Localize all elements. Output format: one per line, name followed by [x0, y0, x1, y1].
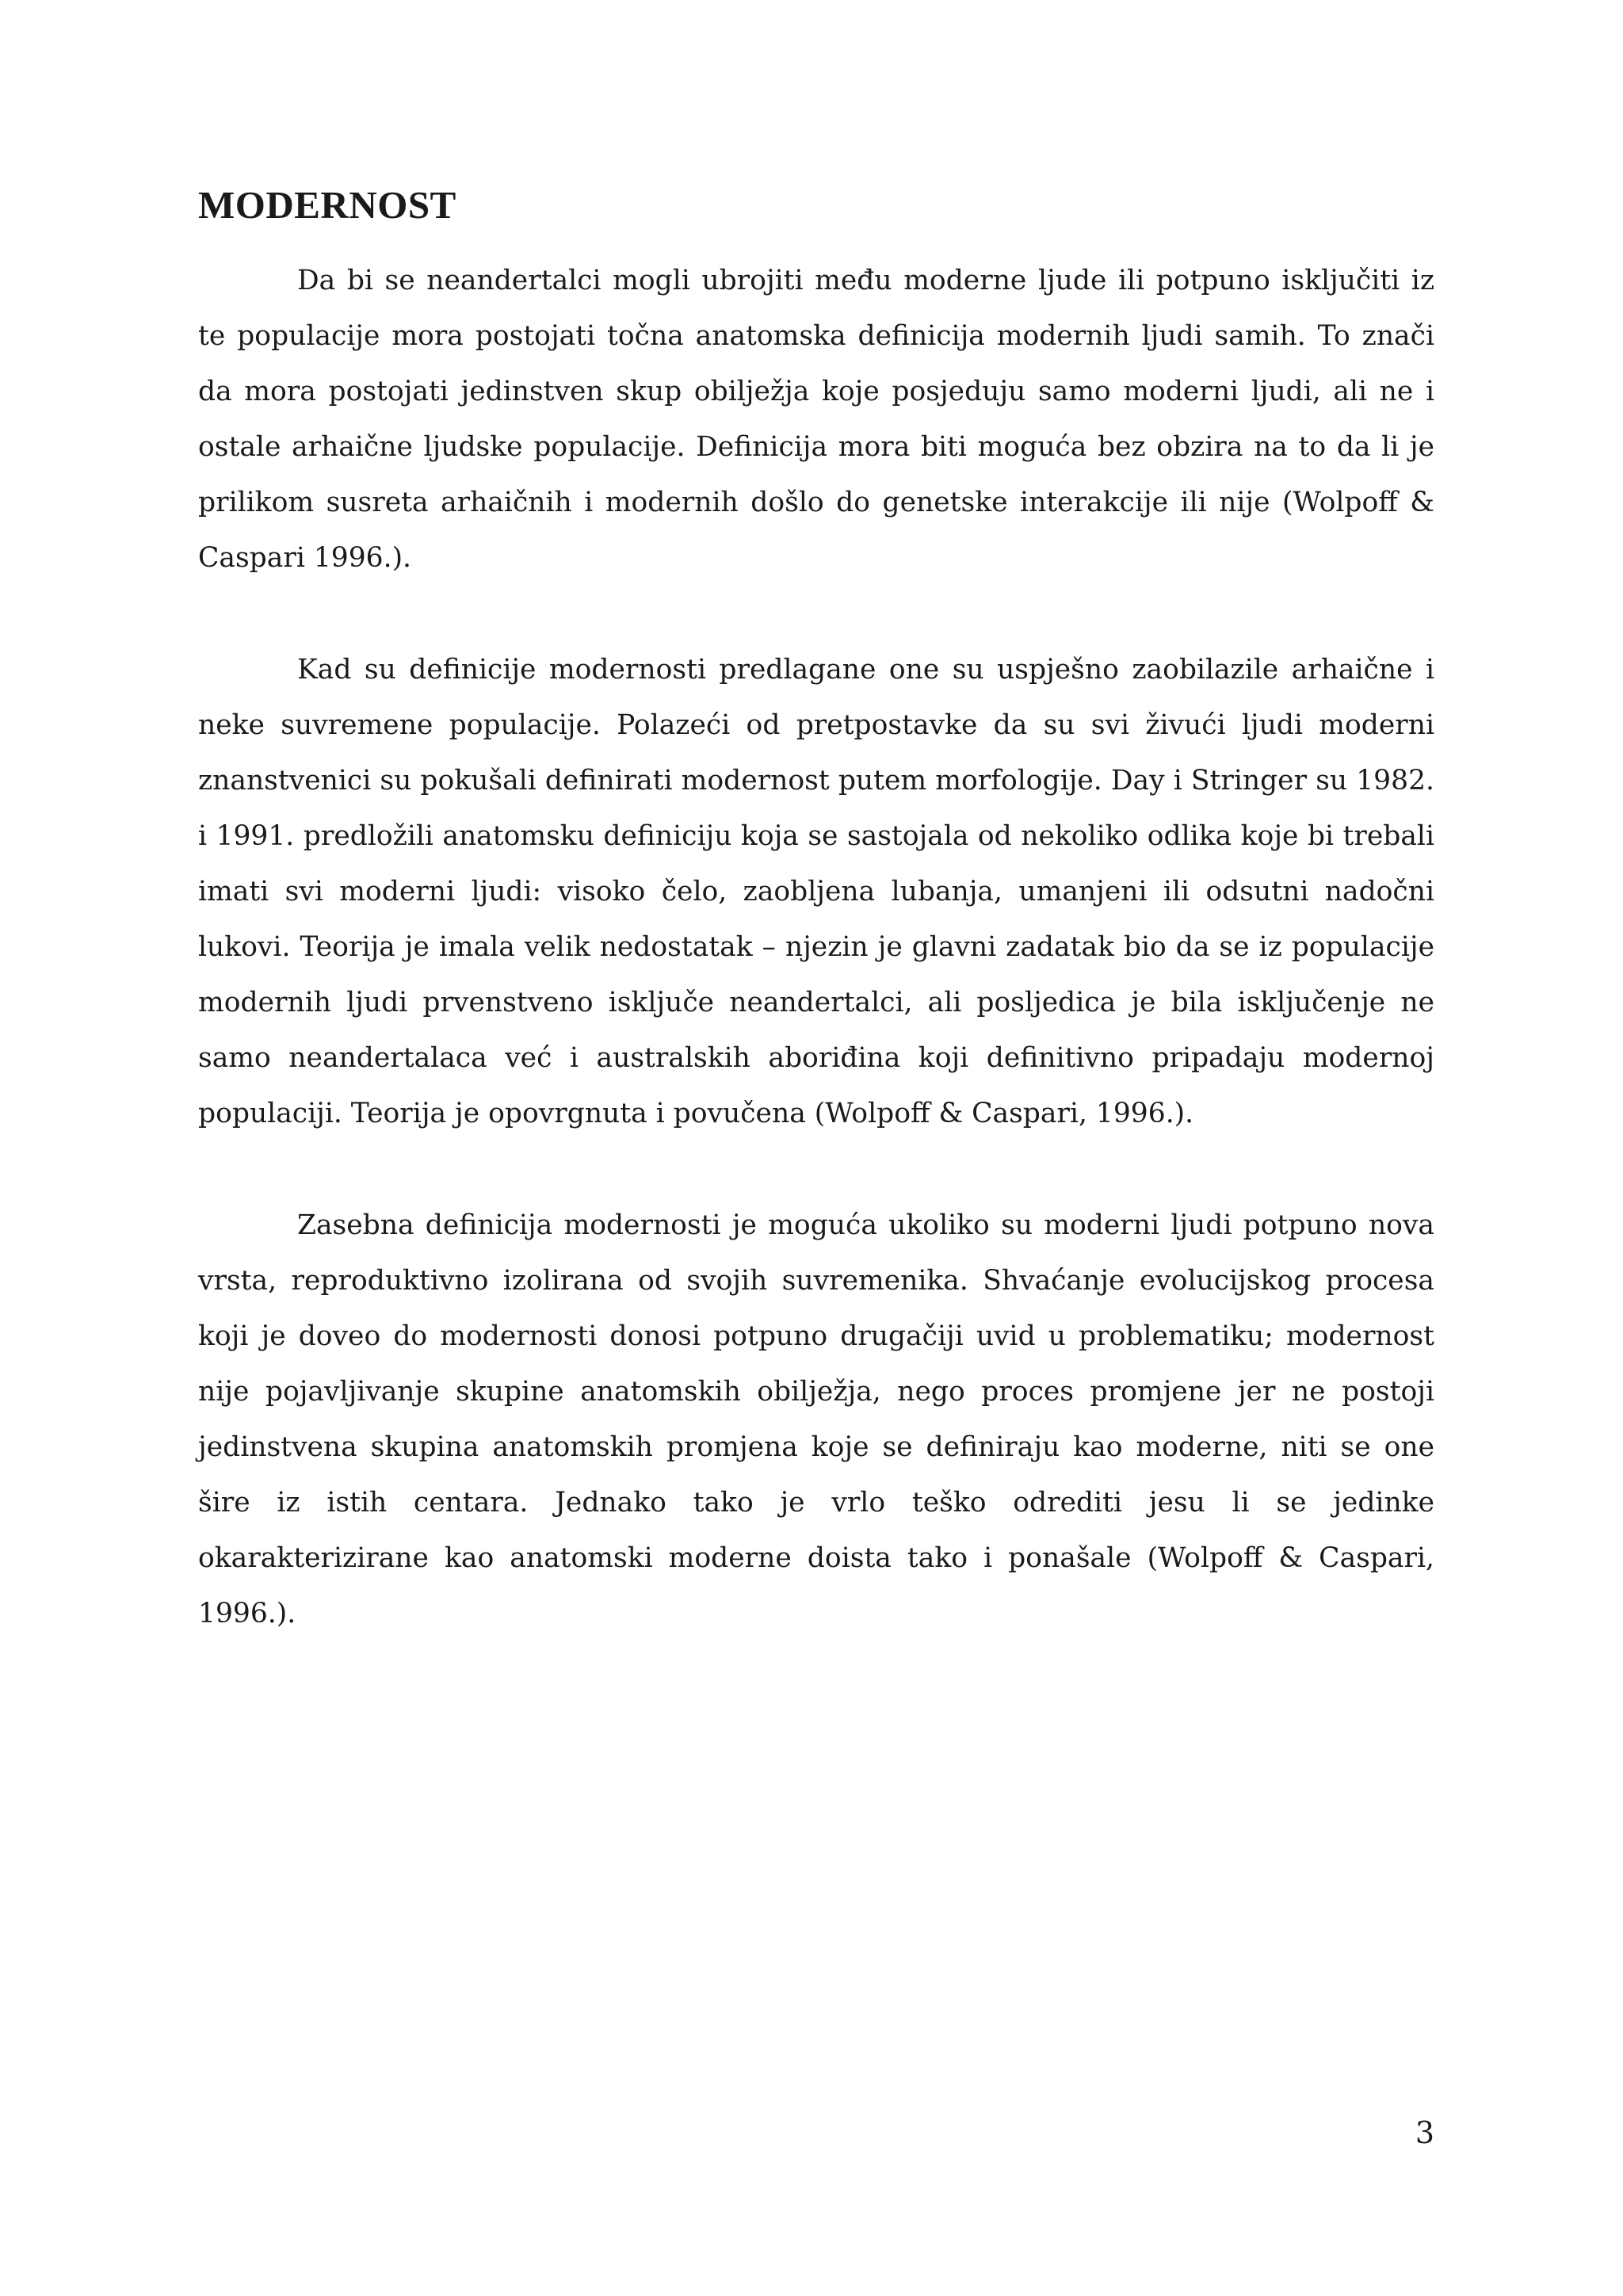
paragraph-1: Da bi se neandertalci mogli ubrojiti među moderne ljude ili potpuno isključiti iz te populacije mora postojati točna anatomska definicija modernih ljudi samih. To znači da mora postojati jedinstven skup obilježja koje posjeduju samo moderni ljudi, ali ne i ostale arhaične ljudske populacije. Definicija mora biti moguća bez obzira na to da li je prilikom susreta arhaičnih i modernih došlo do genetske interakcije ili nije (Wolpoff & Caspari 1996.).: [198, 264, 1434, 574]
page-number: 3: [1415, 2115, 1434, 2150]
page-content: [198, 182, 1434, 1641]
section-heading: MODERNOST: [198, 183, 456, 227]
paragraph-2: Kad su definicije modernosti predlagane one su uspješno zaobilazile arhaične i neke suvremene populacije. Polazeći od pretpostavke da su svi živući ljudi moderni znanstvenici su pokušali definirati modernost putem morfologije. Day i Stringer su 1982. i 1991. predložili anatomsku definiciju koja se sastojala od nekoliko odlika koje bi trebali imati svi moderni ljudi: visoko čelo, zaobljena lubanja, umanjeni ili odsutni nadočni lukovi. Teorija je imala velik nedostatak – njezin je glavni zadatak bio da se iz populacije modernih ljudi prvenstveno isključe neandertalci, ali posljedica je bila isključenje ne samo neandertalaca već i australskih aboriđina koji definitivno pripadaju modernoj populaciji. Teorija je opovrgnuta i povučena (Wolpoff & Caspari, 1996.).: [198, 653, 1434, 1129]
paragraph-3: Zasebna definicija modernosti je moguća ukoliko su moderni ljudi potpuno nova vrsta, reproduktivno izolirana od svojih suvremenika. Shvaćanje evolucijskog procesa koji je doveo do modernosti donosi potpuno drugačiji uvid u problematiku; modernost nije pojavljivanje skupine anatomskih obilježja, nego proces promjene jer ne postoji jedinstvena skupina anatomskih promjena koje se definiraju kao moderne, niti se one šire iz istih centara. Jednako tako je vrlo teško odrediti jesu li se jedinke okarakterizirane kao anatomski moderne doista tako i ponašale (Wolpoff & Caspari, 1996.).: [198, 1209, 1434, 1629]
